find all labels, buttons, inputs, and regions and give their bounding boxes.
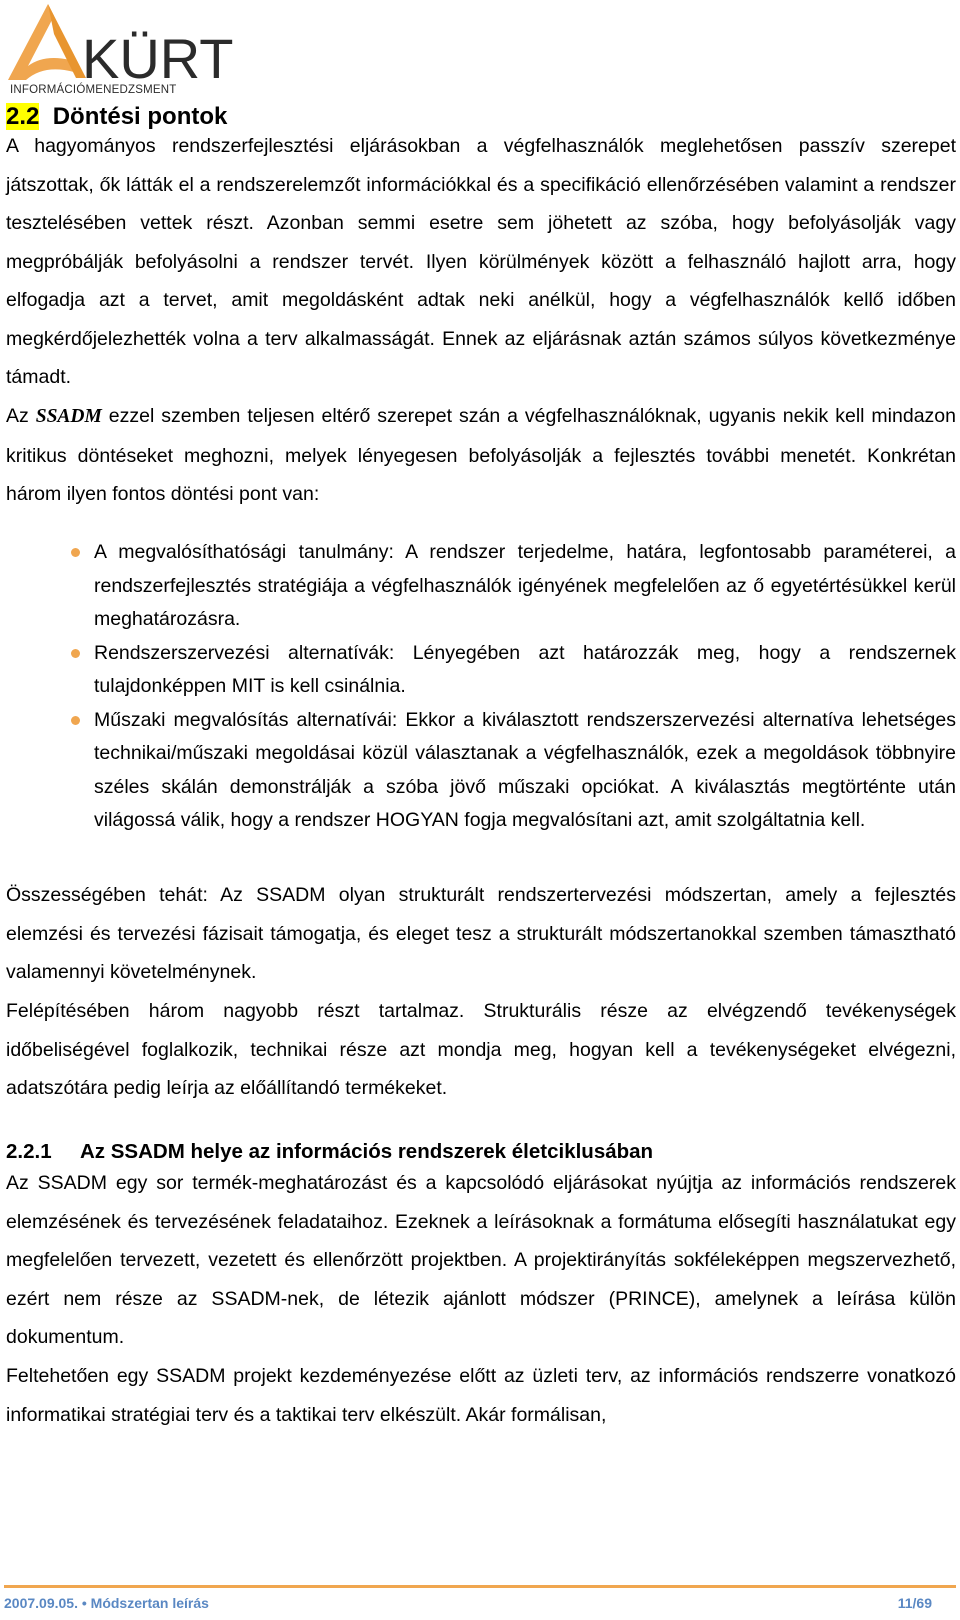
subsection-heading xyxy=(6,1140,653,1164)
structure-paragraph: Felépítésében három nagyobb részt tartalmaz. Strukturális része az elvégzendő tevékenységek időbeliségével foglalkozik, technikai része azt mondja meg, hogyan kell a tevékenységeket elvégezni, adatszótára pedig leírja az előállítandó termékeket. xyxy=(6,1000,956,1099)
footer-separator: • xyxy=(77,1595,91,1611)
subsection-paragraph-1: Az SSADM egy sor termék-meghatározást és a kapcsolódó eljárásokat nyújtja az információs rendszerek elemzésének és tervezésének feladataihoz. Ezeknek a leírásoknak a formátuma elősegíti használatukat egy megfelelően tervezett, vezetett és ellenőrzött projektben. A projektirányítás sokféleképpen megszervezhető, ezért nem része az SSADM-nek, de létezik ajánlott módszer (PRINCE), amelynek a leírása külön dokumentum. xyxy=(6,1172,956,1348)
footer-divider xyxy=(4,1585,956,1588)
footer-date: 2007.09.05. xyxy=(4,1595,78,1611)
intro-paragraph: A hagyományos rendszerfejlesztési eljárásokban a végfelhasználók meglehetősen passzív szerepet játszottak, ők látták el a rendszerelemzőt információkkal és a specifikáció ellenőrzésében valamint a rendszer tesztelésében vettek részt. Azonban semmi esetre sem jöhetett az szóba, hogy befolyásolják vagy megpróbálják befolyásolni a rendszer tervét. Ilyen körülmények között a felhasználó hajlott arra, hogy elfogadja azt a tervet, amit megoldásként adtak neki anélkül, hogy a végfelhasználók kellő időben megkérdőjelezhették volna a terv alkalmasságát. Ennek az eljárásnak aztán számos súlyos következménye támadt. xyxy=(6,135,956,388)
section-title: Döntési pontok xyxy=(52,103,228,130)
list-item: Rendszerszervezési alternatívák: Lényegében azt határozzák meg, hogy a rendszernek tulajdonképpen MIT is kell csinálnia. xyxy=(94,637,956,704)
section-number: 2.2 xyxy=(6,103,40,130)
page-footer xyxy=(4,1595,932,1611)
footer-page-number: 11/69 xyxy=(897,1595,932,1611)
footer-doc-title: Módszertan leírás xyxy=(90,1595,209,1611)
ssadm-paragraph xyxy=(6,397,956,514)
subsection-title: Az SSADM helye az információs rendszerek életciklusában xyxy=(80,1140,654,1163)
logo-wordmark: KÜRT xyxy=(82,27,234,90)
subsection-paragraph-2: Feltehetően egy SSADM projekt kezdeményezése előtt az üzleti terv, az információs rendszerre vonatkozó informatikai stratégiai terv és a taktikai terv elkészült. Akár formálisan, xyxy=(6,1365,956,1426)
ssadm-term: SSADM xyxy=(35,406,102,427)
decision-points-list xyxy=(94,536,956,838)
list-item: Műszaki megvalósítás alternatívái: Ekkor a kiválasztott rendszerszervezési alternatíva lehetséges technikai/műszaki megoldásai közül választanak a végfelhasználók, ezek a megoldások többnyire széles skálán demonstrálják a szóba jövő műszaki opciókat. A kiválasztás megtörténte után világossá válik, hogy a rendszer HOGYAN fogja megvalósítani azt, amit szolgáltatnia kell. xyxy=(94,704,956,838)
list-item: A megvalósíthatósági tanulmány: A rendszer terjedelme, határa, legfontosabb paraméterei, a rendszerfejlesztés stratégiája a végfelhasználók igényének megfelelően az ő egyetértésükkel kerül meghatározásra. xyxy=(94,536,956,637)
company-logo xyxy=(4,2,234,98)
subsection-number: 2.2.1 xyxy=(6,1140,52,1163)
ssadm-rest: ezzel szemben teljesen eltérő szerepet szán a végfelhasználóknak, ugyanis nekik kell mindazon kritikus döntéseket meghozni, melyek lényegesen befolyásolják a fejlesztés további menetét. Konkrétan három ilyen fontos döntési pont van: xyxy=(6,405,956,505)
ssadm-lead: Az xyxy=(6,405,36,427)
logo-subtitle: INFORMÁCIÓMENEDZSMENT xyxy=(10,84,177,96)
summary-paragraph: Összességében tehát: Az SSADM olyan strukturált rendszertervezési módszertan, amely a fejlesztés elemzési és tervezési fázisait támogatja, és eleget tesz a strukturált módszertanokkal szemben támasztható valamennyi követelménynek. xyxy=(6,884,956,983)
